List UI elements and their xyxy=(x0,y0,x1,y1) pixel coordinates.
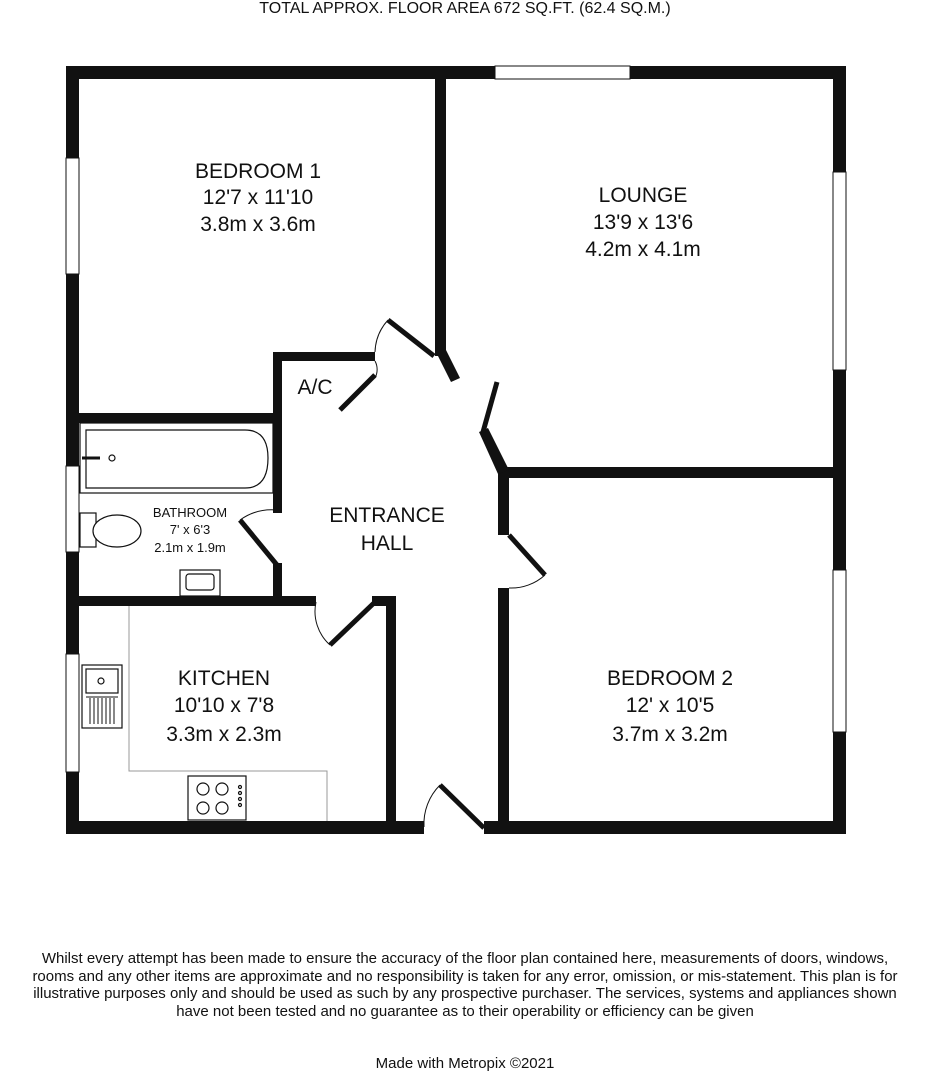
room-entrance-hall xyxy=(329,504,445,555)
lounge-imperial: 13'9 x 13'6 xyxy=(592,211,694,234)
room-bathroom xyxy=(153,505,227,555)
kitchen-imperial: 10'10 x 7'8 xyxy=(173,694,275,717)
ac-label: A/C xyxy=(297,376,333,399)
bedroom1-imperial: 12'7 x 11'10 xyxy=(202,186,314,209)
room-bedroom1 xyxy=(195,160,321,236)
bath-plug-icon xyxy=(109,455,115,461)
room-bedroom2 xyxy=(607,667,733,746)
door-bedroom1 xyxy=(388,320,434,356)
door-bedroom2 xyxy=(509,535,545,575)
room-kitchen xyxy=(166,667,282,746)
room-lounge xyxy=(585,184,701,261)
bedroom2-name: BEDROOM 2 xyxy=(606,667,734,690)
door-entrance xyxy=(440,785,484,828)
door-kitchen xyxy=(330,602,375,645)
toilet-icon xyxy=(93,515,141,547)
kitchen-name: KITCHEN xyxy=(177,667,271,690)
window-lounge-right xyxy=(833,172,846,370)
bathroom-name: BATHROOM xyxy=(152,505,228,520)
window-bedroom2 xyxy=(833,570,846,732)
door-bathroom xyxy=(240,520,277,565)
bedroom1-metric: 3.8m x 3.6m xyxy=(200,213,316,236)
door-lounge xyxy=(483,382,497,432)
window-kitchen xyxy=(66,654,79,772)
lounge-name: LOUNGE xyxy=(598,184,688,207)
entrance-line1: ENTRANCE xyxy=(329,504,445,527)
disclaimer-text: Whilst every attempt has been made to ensure the accuracy of the floor plan contained here, measurements of doors, windows, rooms and any other items are approximate and no responsibility is taken for any error, omission, or mis-statement. This plan is for illustrative purposes only and should be used as such by any prospective purchaser. The services, systems and appliances shown have not been tested and no guarantee as to their operability or efficiency can be given xyxy=(32,950,898,1020)
hob-icon xyxy=(188,776,246,820)
bathroom-imperial: 7' x 6'3 xyxy=(169,522,211,537)
kitchen-metric: 3.3m x 2.3m xyxy=(166,723,282,746)
door-ac xyxy=(340,375,375,410)
bathroom-metric: 2.1m x 1.9m xyxy=(154,540,226,555)
metropix-credit: Made with Metropix ©2021 xyxy=(375,1055,555,1072)
window-lounge-top xyxy=(495,66,630,79)
bedroom2-imperial: 12' x 10'5 xyxy=(625,694,715,717)
window-bedroom1 xyxy=(66,158,79,274)
entrance-line2: HALL xyxy=(360,532,414,555)
bedroom2-metric: 3.7m x 3.2m xyxy=(612,723,728,746)
bedroom1-name: BEDROOM 1 xyxy=(194,160,322,183)
lounge-metric: 4.2m x 4.1m xyxy=(585,238,701,261)
window-bathroom xyxy=(66,466,79,552)
total-floor-area: TOTAL APPROX. FLOOR AREA 672 SQ.FT. (62.4 SQ.M.) xyxy=(259,0,671,17)
